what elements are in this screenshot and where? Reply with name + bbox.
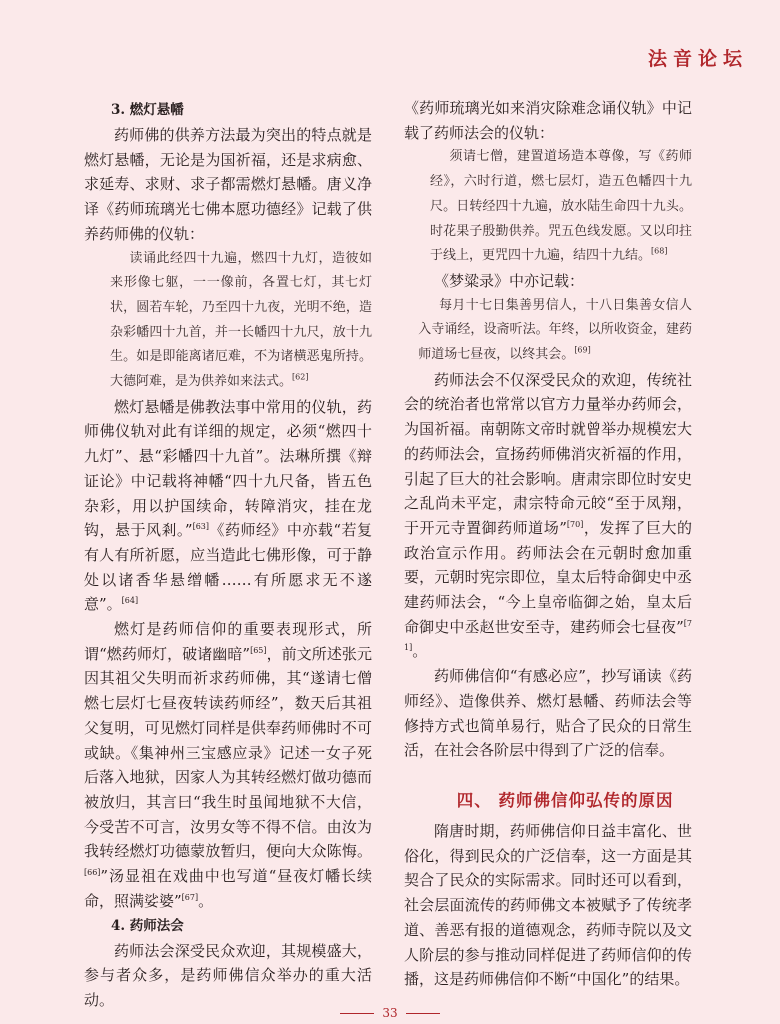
footnote-ref[interactable]: [70] (566, 519, 584, 529)
subheading-rite: 4. 药师法会 (111, 917, 184, 934)
footer-rule (406, 1013, 440, 1014)
footer-rule (340, 1013, 374, 1014)
paragraph: 药师法会不仅深受民众的欢迎，传统社会的统治者也常常以官方力量举办药师会，为国祈福。南朝陈文帝时就曾举办规模宏大的药师法会，宣扬药师佛消灾祈福的作用，引起了巨大的社会影响。唐肃宗即位时安史之乱尚未平定，肃宗特命元皎“至于凤翔，于开元寺置御药师道场”[70]，发挥了巨大的政治宣示作用。药师法会在元朝时愈加重要，元朝时宪宗即位，皇太后特命御史中丞建药师法会，“今上皇帝临御之始，皇太后命御史中丞赵世安至寺，建药师会七昼夜”[71]。 (404, 370, 692, 661)
footnote-ref[interactable]: [64] (121, 596, 139, 606)
paragraph: 药师佛的供养方法最为突出的特点就是燃灯悬幡，无论是为国祈福，还是求病愈、求延寿、求财、求子都需燃灯悬幡。唐义净译《药师琉璃光七佛本愿功德经》记载了供养药师佛的仪轨： (84, 126, 372, 243)
paragraph: 《梦粱录》中亦记载： (434, 271, 585, 290)
footnote-ref[interactable]: [68] (651, 246, 668, 256)
paragraph: 燃灯是药师信仰的重要表现形式，所谓“燃药师灯，破诸幽暗”[65]，前文所述张元因其祖父失明而祈求药师佛，其“遂请七僧燃七层灯七昼夜转读药师经”，数天后其祖父复明，可见燃灯同样是供奉药师佛时不可或缺。《集神州三宝感应录》记述一女子死后落入地狱，因家人为其转经燃灯做功德而被放归，其言曰“我生时虽闻地狱不大信，今受苦不可言，汝男女等不得不信。由汝为我转经燃灯功德蒙放暂归，便向大众陈悔。[66]”汤显祖在戏曲中也写道“昼夜灯幡长续命，照满娑婆”[67]。 (84, 620, 372, 910)
quote-block: 须请七僧，建置道场造本尊像，写《药师经》，六时行道，燃七层灯，造五色幡四十九尺。日转经四十九遍，放水陆生命四十九头。时花果子殷勤供养。咒五色线发愿。又以印拄于线上，更咒四十九遍，结四十九结。[68] (430, 149, 692, 264)
footnote-ref[interactable]: [63] (192, 522, 209, 532)
footnote-ref[interactable]: [66] (84, 868, 101, 878)
page-footer (0, 1006, 780, 1020)
quote-block: 读诵此经四十九遍，燃四十九灯，造彼如来形像七躯，一一像前，各置七灯，其七灯状，圆若车轮，乃至四十九夜，光明不绝，造杂彩幡四十九首，并一长幡四十九尺，放十九生。如是即能离诸厄难，不为诸横恶鬼所持。大德阿难，是为供养如来法式。[62] (110, 250, 372, 390)
subheading-lamp: 3. 燃灯悬幡 (111, 102, 184, 118)
paragraph: 《药师琉璃光如来消灾除难念诵仪轨》中记载了药师法会的仪轨： (404, 99, 692, 142)
left-column (84, 100, 372, 1013)
section-heading: 四、 药师佛信仰弘传的原因 (456, 790, 674, 810)
footnote-ref[interactable]: [71] (404, 618, 692, 653)
footnote-ref[interactable]: [69] (574, 345, 591, 355)
paragraph: 燃灯悬幡是佛教法事中常用的仪轨，药师佛仪轨对此有详细的规定，必须“燃四十九灯”、悬“彩幡四十九首”。法琳所撰《辩证论》中记载将神幡“四十九尺备，皆五色杂彩，用以护国续命，转障消灾，挂在龙钩，悬于风剎。”[63]《药师经》中亦载“若复有人有所祈愿，应当造此七佛形像，可于静处以诸香华悬缯幡……有所愿求无不遂意”。[64] (84, 397, 373, 614)
journal-title: 法音论坛 (647, 48, 748, 70)
footnote-ref[interactable]: [62] (292, 372, 309, 382)
footnote-ref[interactable]: [67] (181, 892, 199, 902)
page-number: 33 (382, 1006, 398, 1020)
paragraph: 隋唐时期，药师佛信仰日益丰富化、世俗化，得到民众的广泛信奉，这一方面是其契合了民众的实际需求。同时还可以看到，社会层面流传的药师佛文本被赋予了传统孝道、善恶有报的道德观念，药师寺院以及文人阶层的参与推动同样促进了药师信仰的传播，这是药师佛信仰不断“中国化”的结果。 (404, 821, 692, 989)
right-column (404, 100, 692, 992)
footnote-ref[interactable]: [65] (250, 645, 267, 655)
paragraph: 药师法会深受民众欢迎，其规模盛大，参与者众多，是药师佛信众举办的重大活动。 (84, 941, 372, 1009)
quote-block: 每月十七日集善男信人，十八日集善女信人入寺诵经，设斋听法。年终，以所收资金，建药师道场七昼夜，以终其会。[69] (418, 297, 692, 363)
paragraph: 药师佛信仰“有感必应”，抄写诵读《药师经》、造像供养、燃灯悬幡、药师法会等修持方式也简单易行，贴合了民众的日常生活，在社会各阶层中得到了广泛的信奉。 (404, 667, 692, 760)
